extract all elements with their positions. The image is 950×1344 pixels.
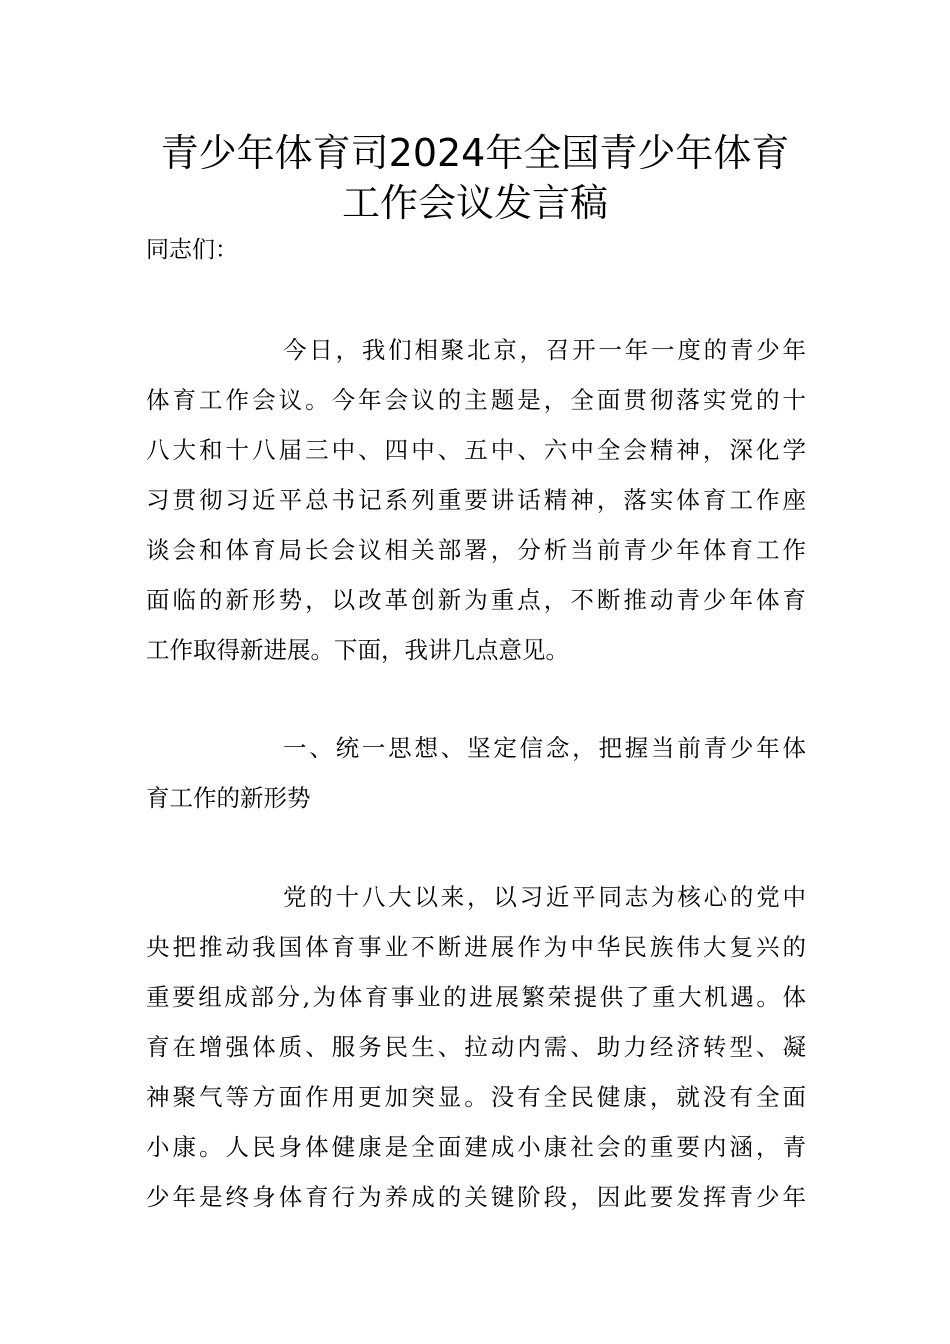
paragraph-line: 育在增强体质、服务民生、拉动内需、助力经济转型、凝: [146, 1033, 806, 1061]
paragraph-line: 小康。人民身体健康是全面建成小康社会的重要内涵，青: [146, 1133, 806, 1161]
paragraph-line: 工作取得新进展。下面，我讲几点意见。: [146, 636, 569, 664]
paragraph-line: 习贯彻习近平总书记系列重要讲话精神，落实体育工作座: [146, 486, 806, 514]
paragraph-opening: [146, 325, 806, 675]
paragraph-line: 谈会和体育局长会议相关部署，分析当前青少年体育工作: [146, 536, 806, 564]
section-heading-1: [146, 723, 806, 823]
paragraph-line: 面临的新形势，以改革创新为重点，不断推动青少年体育: [146, 586, 806, 614]
paragraph-line: 央把推动我国体育事业不断进展作为中华民族伟大复兴的: [146, 933, 806, 961]
paragraph-line: 神聚气等方面作用更加突显。没有全民健康，就没有全面: [146, 1083, 806, 1111]
paragraph-line: 少年是终身体育行为养成的关键阶段，因此要发挥青少年: [146, 1183, 806, 1211]
salutation: 同志们：: [146, 237, 238, 263]
paragraph-line: 今日，我们相聚北京，召开一年一度的青少年: [283, 336, 806, 364]
paragraph-line: 八大和十八届三中、四中、五中、六中全会精神，深化学: [146, 436, 806, 464]
paragraph-line: 体育工作会议。今年会议的主题是，全面贯彻落实党的十: [146, 386, 806, 414]
paragraph-line: 党的十八大以来，以习近平同志为核心的党中: [283, 883, 806, 911]
document-title-line-1: 青少年体育司2024年全国青少年体育: [160, 131, 790, 175]
heading-line: 育工作的新形势: [146, 784, 311, 812]
paragraph-line: 重要组成部分,为体育事业的进展繁荣提供了重大机遇。体: [146, 983, 806, 1011]
heading-line: 一、统一思想、坚定信念，把握当前青少年体: [283, 734, 806, 762]
document-title-line-2: 工作会议发言稿: [341, 181, 608, 225]
paragraph-section-1-body: [146, 872, 806, 1222]
